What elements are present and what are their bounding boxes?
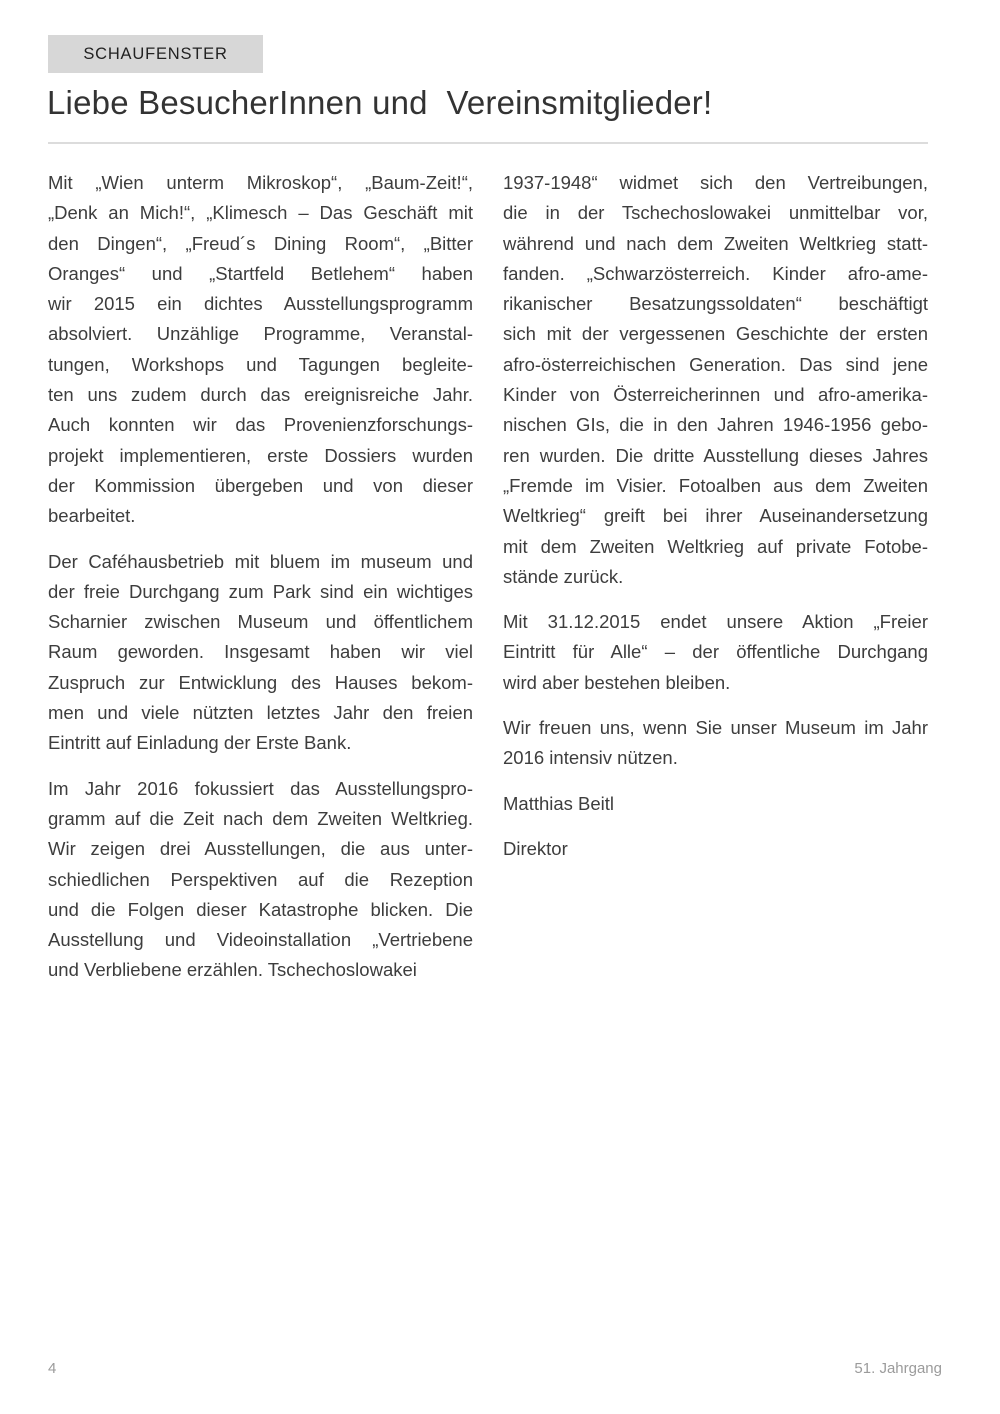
section-tag	[48, 35, 263, 73]
text-line: „Fremde im Visier. Fotoalben aus dem Zweiten	[503, 474, 928, 496]
paragraph	[48, 547, 473, 759]
paragraph	[48, 168, 473, 532]
text-line: 1937-1948“ widmet sich den Vertreibungen,	[503, 172, 928, 193]
text-line: Eintritt für Alle“ – der öffentliche Durchgang	[503, 641, 928, 663]
text-line: Raum geworden. Insgesamt haben wir viel	[48, 641, 473, 663]
text-line: Matthias Beitl	[503, 792, 615, 814]
text-line: „Denk an Mich!“, „Klimesch – Das Geschäft mit	[48, 202, 473, 224]
text-line: und die Folgen dieser Katastrophe blicken. Die	[48, 898, 473, 920]
text-line: der freie Durchgang zum Park sind ein wichtiges	[48, 580, 473, 602]
text-line: sich mit der vergessenen Geschichte der ersten	[503, 323, 928, 345]
text-line: 2016 intensiv nützen.	[503, 747, 678, 769]
footer-volume: 51. Jahrgang	[854, 1360, 942, 1377]
text-line: während und nach dem Zweiten Weltkrieg statt-	[503, 232, 928, 254]
heading-divider	[48, 142, 928, 144]
section-tag-label: SCHAUFENSTER	[83, 44, 228, 63]
text-line: rikanischer Besatzungssoldaten“ beschäftigt	[503, 293, 928, 315]
text-line: stände zurück.	[503, 565, 624, 587]
text-line: ten uns zudem durch das ereignisreiche Jahr.	[48, 384, 473, 406]
text-line: mit dem Zweiten Weltkrieg auf private Fotobe-	[503, 535, 928, 557]
text-line: Weltkrieg“ greift bei ihrer Auseinandersetzung	[503, 505, 928, 527]
text-line: wir 2015 ein dichtes Ausstellungsprogramm	[48, 293, 473, 315]
text-line: der Kommission übergeben und von dieser	[48, 474, 473, 496]
paragraph	[48, 774, 473, 986]
text-line: Mit 31.12.2015 endet unsere Aktion „Freier	[503, 611, 928, 633]
text-line: bearbeitet.	[48, 505, 136, 527]
text-line: Direktor	[503, 837, 568, 859]
page-footer	[48, 1360, 942, 1377]
paragraph	[503, 168, 928, 592]
article-column-left	[48, 168, 473, 1001]
page-title: Liebe BesucherInnen und Vereinsmitglieder!	[47, 84, 713, 121]
text-line: nischen GIs, die in den Jahren 1946-1956 gebo-	[503, 414, 928, 436]
text-line: Im Jahr 2016 fokussiert das Ausstellungspro-	[48, 777, 473, 799]
text-line: schiedlichen Perspektiven auf die Rezeption	[48, 868, 473, 890]
text-line: Wir freuen uns, wenn Sie unser Museum im Jahr	[503, 717, 928, 739]
text-line: ren wurden. Die dritte Ausstellung dieses Jahres	[503, 444, 928, 466]
text-line: Scharnier zwischen Museum und öffentlichem	[48, 611, 473, 633]
text-line: fanden. „Schwarzösterreich. Kinder afro-ame-	[503, 262, 928, 284]
text-line: afro-österreichischen Generation. Das sind jene	[503, 353, 928, 375]
text-line: projekt implementieren, erste Dossiers wurden	[48, 444, 473, 466]
text-line: wird aber bestehen bleiben.	[503, 671, 731, 693]
text-line: Zuspruch zur Entwicklung des Hauses bekom-	[48, 671, 473, 693]
text-line: Auch konnten wir das Provenienzforschungs-	[48, 414, 473, 436]
text-line: die in der Tschechoslowakei unmittelbar vor,	[503, 202, 928, 224]
article-column-right	[503, 168, 928, 1001]
text-line: Oranges“ und „Startfeld Betlehem“ haben	[48, 262, 473, 284]
text-line: Wir zeigen drei Ausstellungen, die aus unter-	[48, 838, 473, 860]
paragraph	[503, 607, 928, 698]
text-line: Kinder von Österreicherinnen und afro-amerika-	[503, 384, 928, 406]
text-line: Der Caféhausbetrieb mit bluem im museum und	[48, 550, 473, 572]
paragraph	[503, 713, 928, 774]
text-line: und Verbliebene erzählen. Tschechoslowakei	[48, 959, 417, 981]
text-line: absolviert. Unzählige Programme, Veranstal-	[48, 323, 473, 345]
text-line: Mit „Wien unterm Mikroskop“, „Baum-Zeit!“,	[48, 172, 473, 193]
paragraph	[503, 789, 928, 819]
footer-page-number: 4	[48, 1360, 57, 1377]
text-line: den Dingen“, „Freud´s Dining Room“, „Bitter	[48, 232, 473, 254]
paragraph	[503, 834, 928, 864]
article-body	[48, 168, 928, 1001]
text-line: gramm auf die Zeit nach dem Zweiten Weltkrieg.	[48, 807, 473, 829]
text-line: Eintritt auf Einladung der Erste Bank.	[48, 732, 352, 754]
text-line: men und viele nützten letztes Jahr den freien	[48, 702, 473, 724]
text-line: Ausstellung und Videoinstallation „Vertriebene	[48, 929, 473, 951]
text-line: tungen, Workshops und Tagungen begleite-	[48, 353, 473, 375]
